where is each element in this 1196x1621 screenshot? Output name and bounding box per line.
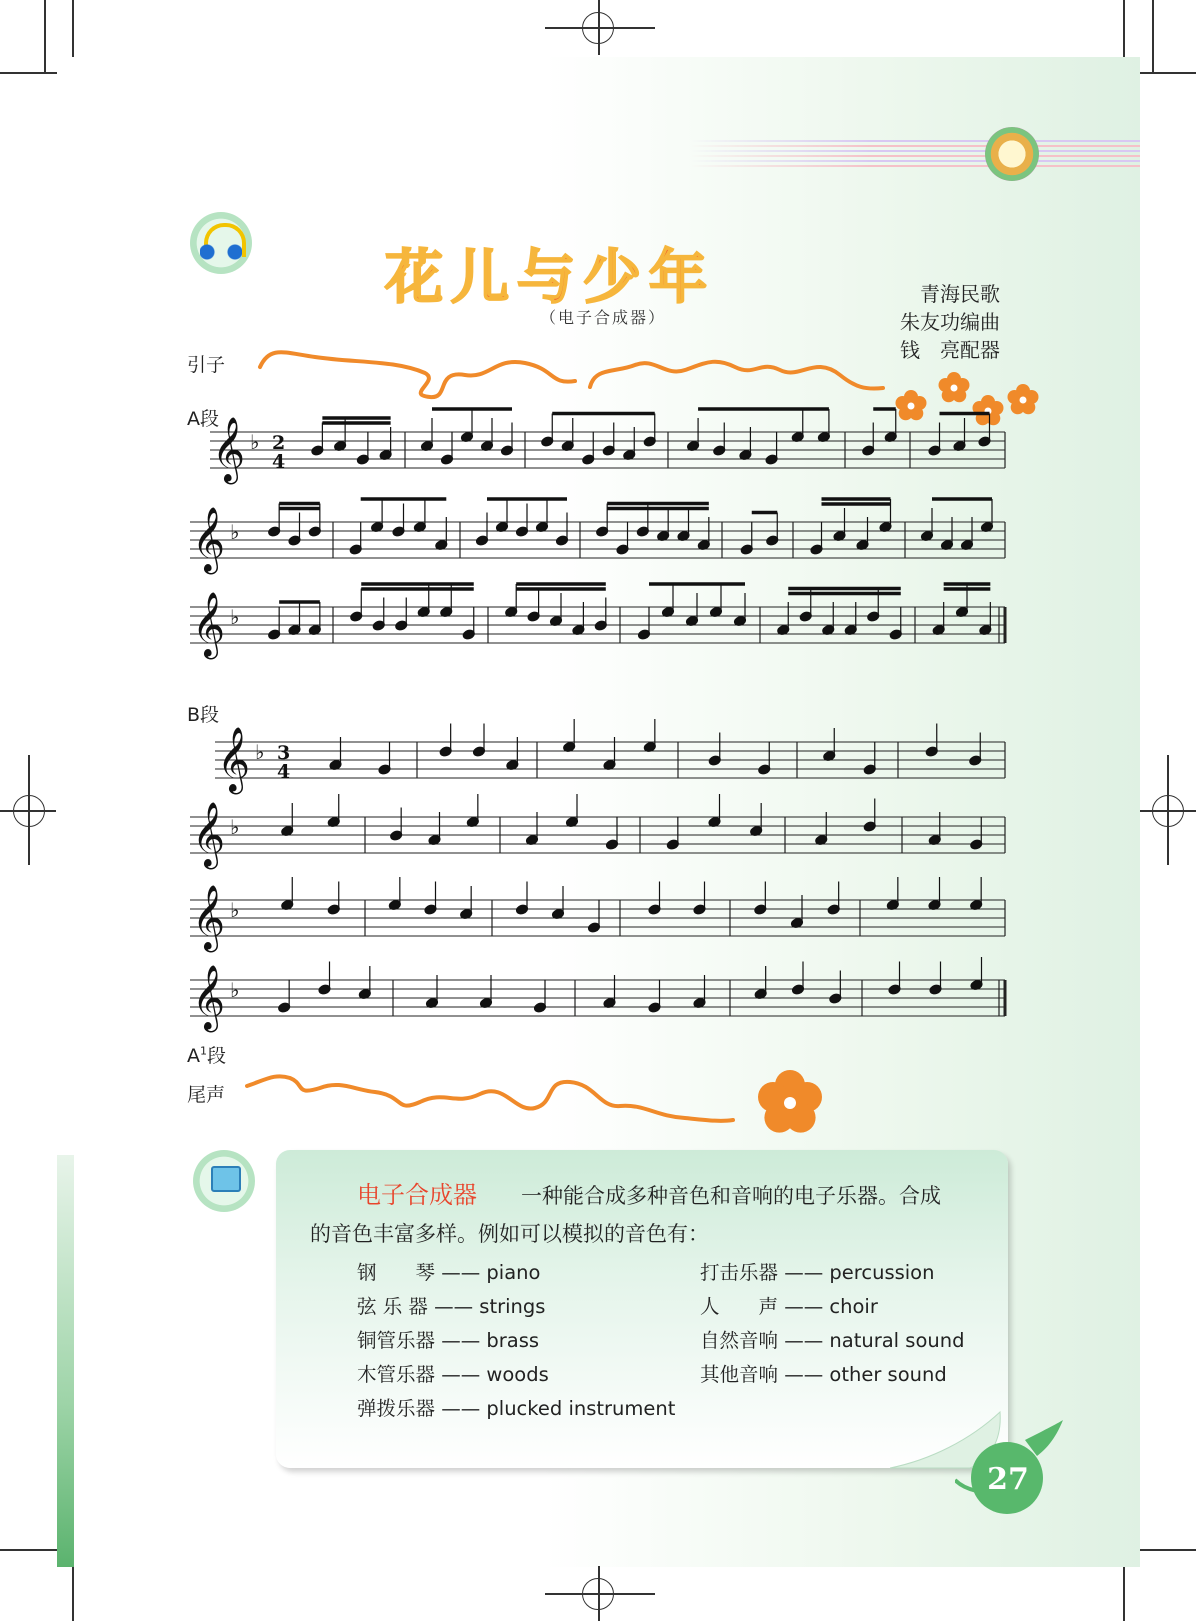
timbre-item: 木管乐器 —— woods bbox=[357, 1363, 549, 1386]
flat-sign: ♭ bbox=[255, 740, 265, 764]
outro-wave bbox=[245, 1068, 735, 1138]
page-number: 27 bbox=[987, 1462, 1029, 1497]
section-label-outro: 尾声 bbox=[187, 1084, 226, 1106]
large-flower-icon bbox=[752, 1065, 828, 1141]
treble-clef-icon: 𝄞 bbox=[192, 507, 226, 572]
music-staff-2 bbox=[0, 497, 1196, 587]
flat-sign: ♭ bbox=[250, 430, 260, 454]
treble-clef-icon: 𝄞 bbox=[192, 592, 226, 657]
timbre-item: 自然音响 —— natural sound bbox=[700, 1329, 965, 1352]
music-staff-5 bbox=[0, 792, 1196, 882]
treble-clef-icon: 𝄞 bbox=[192, 965, 226, 1030]
flat-sign: ♭ bbox=[230, 815, 240, 839]
info-term: 电子合成器 bbox=[357, 1181, 477, 1209]
section-label-intro: 引子 bbox=[187, 354, 226, 376]
timbre-item: 人 声 —— choir bbox=[700, 1295, 878, 1318]
treble-clef-icon: 𝄞 bbox=[192, 802, 226, 867]
decorative-stripes bbox=[690, 140, 1140, 170]
time-signature-top: 2 bbox=[272, 432, 286, 454]
treble-clef-icon: 𝄞 bbox=[192, 885, 226, 950]
time-signature-top: 3 bbox=[277, 742, 291, 764]
flat-sign: ♭ bbox=[230, 898, 240, 922]
a1-superscript: 1 bbox=[200, 1044, 207, 1058]
song-subtitle: （电子合成器） bbox=[540, 308, 667, 327]
section-label-a: A段 bbox=[187, 408, 219, 430]
timbre-item: 其他音响 —— other sound bbox=[700, 1363, 947, 1386]
timbre-item: 打击乐器 —— percussion bbox=[700, 1261, 935, 1284]
section-label-a1 bbox=[187, 1041, 226, 1068]
left-decorative-strip bbox=[57, 1155, 74, 1567]
music-staff-6 bbox=[0, 875, 1196, 965]
flat-sign: ♭ bbox=[230, 978, 240, 1002]
music-staff-7 bbox=[0, 955, 1196, 1045]
timbre-item: 铜管乐器 —— brass bbox=[357, 1329, 540, 1352]
intro-wave bbox=[255, 345, 885, 415]
credit-origin: 青海民歌 bbox=[920, 282, 1000, 306]
timbre-item: 弹拨乐器 —— plucked instrument bbox=[357, 1397, 676, 1420]
flower-icon bbox=[936, 370, 972, 406]
music-staff-1 bbox=[0, 407, 1196, 497]
a1-suffix: 段 bbox=[207, 1045, 227, 1067]
section-label-b: B段 bbox=[187, 704, 220, 726]
time-signature-bottom: 4 bbox=[272, 451, 286, 473]
instruments-logo-icon bbox=[985, 127, 1039, 181]
flat-sign: ♭ bbox=[230, 605, 240, 629]
info-definition-line1: 一种能合成多种音色和音响的电子乐器。合成 bbox=[521, 1184, 941, 1208]
song-title: 花儿与少年 bbox=[385, 243, 716, 311]
timbre-item: 钢 琴 —— piano bbox=[357, 1261, 541, 1284]
info-definition-line2: 的音色丰富多样。例如可以模拟的音色有： bbox=[310, 1222, 709, 1246]
timbre-item: 弦 乐 器 —— strings bbox=[357, 1295, 546, 1318]
credit-orchestrator: 钱 亮配器 bbox=[900, 338, 1000, 362]
time-signature-bottom: 4 bbox=[277, 761, 291, 783]
music-staff-3 bbox=[0, 582, 1196, 672]
computer-mascot-icon bbox=[193, 1150, 255, 1212]
treble-clef-icon: 𝄞 bbox=[217, 727, 251, 792]
credit-arranger: 朱友功编曲 bbox=[900, 310, 1000, 334]
headphones-icon bbox=[190, 212, 252, 274]
a1-letter: A bbox=[187, 1045, 200, 1067]
flat-sign: ♭ bbox=[230, 520, 240, 544]
treble-clef-icon: 𝄞 bbox=[212, 417, 246, 482]
